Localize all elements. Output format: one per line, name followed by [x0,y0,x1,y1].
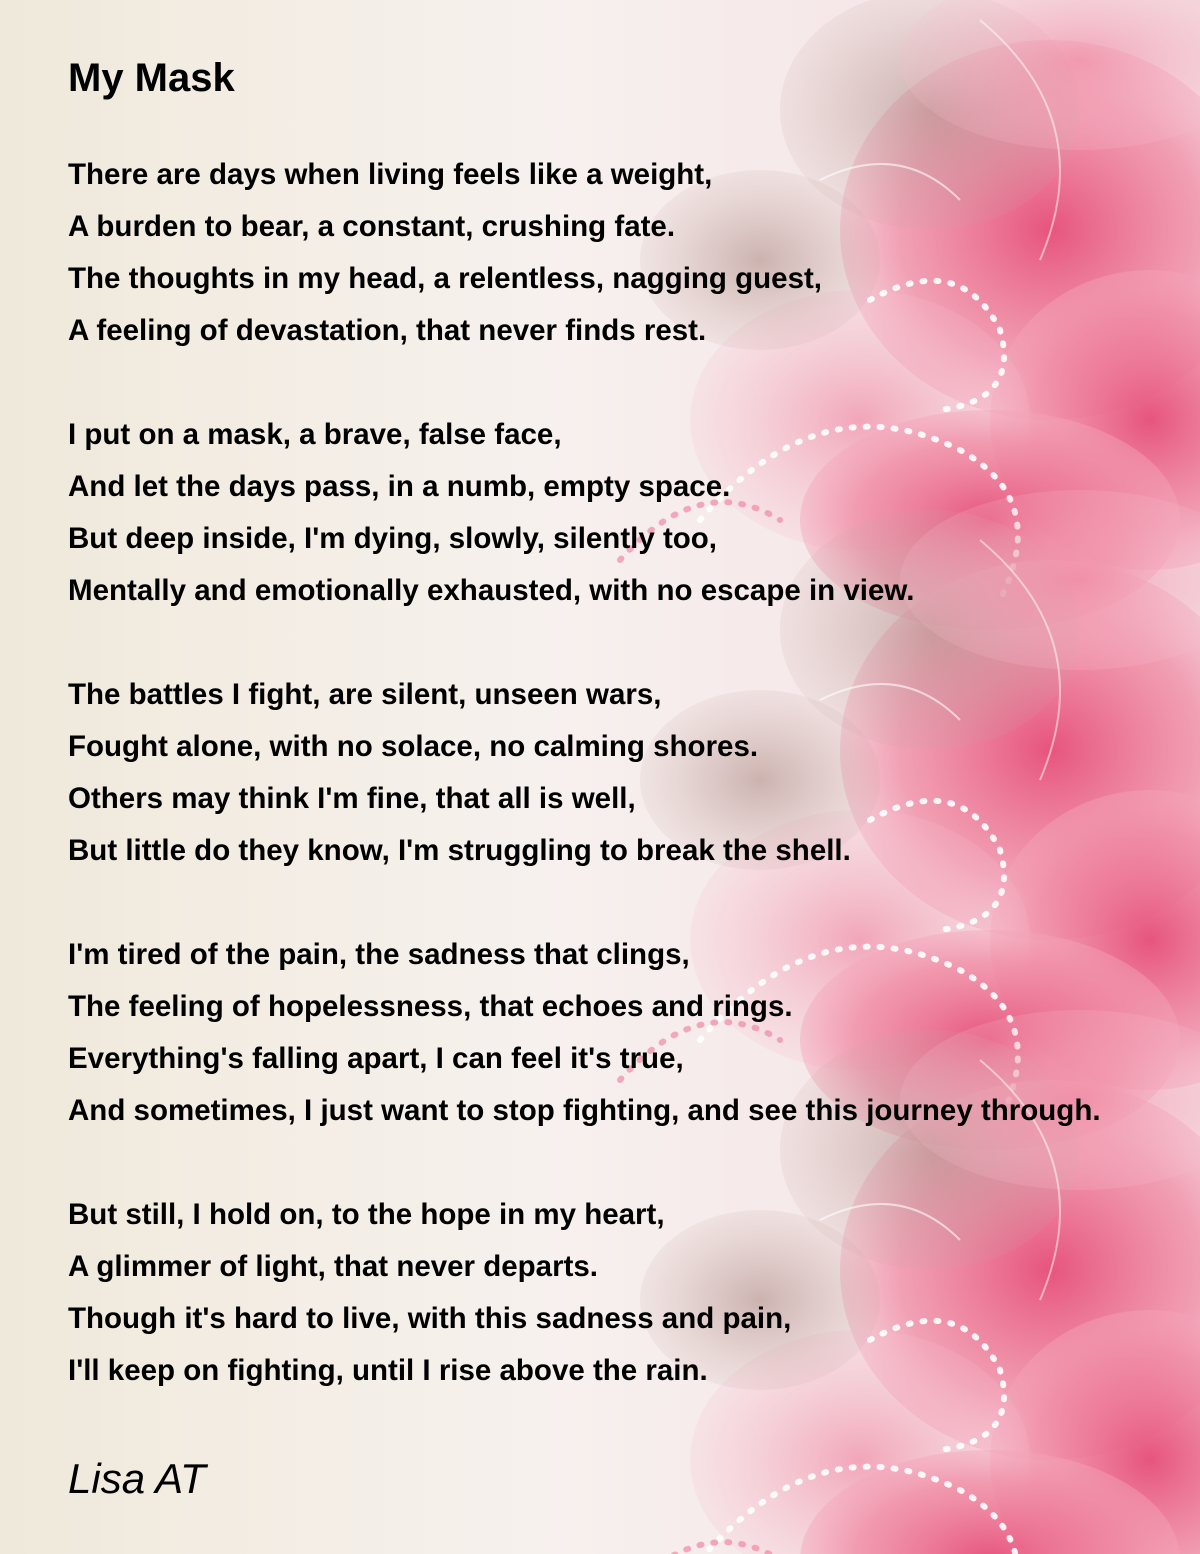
poem-line: The battles I fight, are silent, unseen wars, [68,678,662,711]
poem-line: A burden to bear, a constant, crushing fate. [68,210,676,243]
poem-line: But little do they know, I'm struggling to break the shell. [68,834,851,867]
poem-title: My Mask [68,56,235,100]
poem-line: The thoughts in my head, a relentless, nagging guest, [68,262,822,295]
poem-line: A glimmer of light, that never departs. [68,1250,598,1283]
poem-line: And sometimes, I just want to stop fighting, and see this journey through. [68,1094,1101,1127]
stanza-4 [68,929,1200,1137]
poem-line: And let the days pass, in a numb, empty space. [68,470,731,503]
stanza-2 [68,409,1200,617]
poem-line: But still, I hold on, to the hope in my heart, [68,1198,665,1231]
stanza-1 [68,149,1200,357]
poem-line: I put on a mask, a brave, false face, [68,418,562,451]
poem-line: Fought alone, with no solace, no calming shores. [68,730,759,763]
stanza-3 [68,669,1200,877]
poem-line: There are days when living feels like a weight, [68,158,713,191]
poem-line: But deep inside, I'm dying, slowly, silently too, [68,522,717,555]
stanza-5 [68,1189,1200,1397]
poem-line: Everything's falling apart, I can feel it's true, [68,1042,684,1075]
poem-line: A feeling of devastation, that never finds rest. [68,314,707,347]
poem-line: I'll keep on fighting, until I rise above the rain. [68,1354,708,1387]
poem-line: Though it's hard to live, with this sadness and pain, [68,1302,792,1335]
poem-author: Lisa AT [68,1455,206,1502]
poem-line: Others may think I'm fine, that all is well, [68,782,636,815]
poem-line: The feeling of hopelessness, that echoes and rings. [68,990,793,1023]
poem-line: Mentally and emotionally exhausted, with no escape in view. [68,574,915,607]
poem-line: I'm tired of the pain, the sadness that clings, [68,938,690,971]
